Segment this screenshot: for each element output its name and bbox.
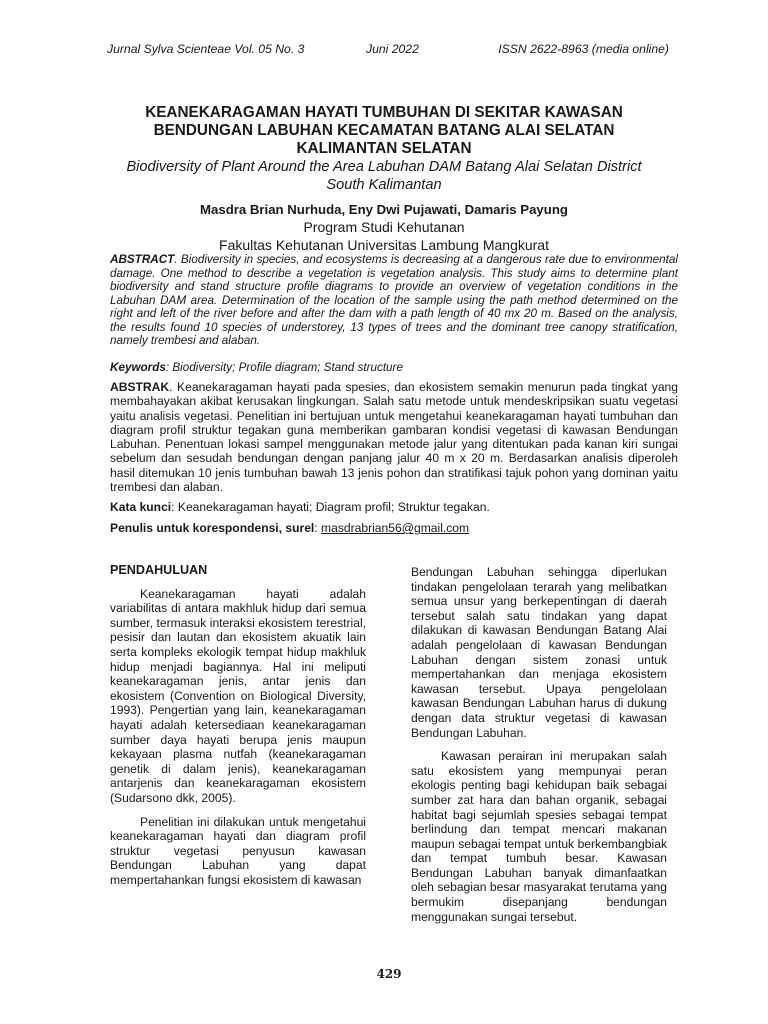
title-en-line-1: Biodiversity of Plant Around the Area Labuhan DAM Batang Alai Selatan District (126, 159, 642, 175)
abstract-text: . Biodiversity in species, and ecosystems is decreasing at a dangerous rate due to environmental damage. One method to describe a vegetation is vegetation analysis. This study aims to determine plant biodiversity and stand structure profile diagrams to provide an overview of vegetation conditions in the Labuhan DAM area. Determination of the location of the sample using the path method determined on the right and left of the river before and after the dam with a path length of 40 mx 20 m. Based on the analysis, the results found 10 species of understorey, 13 types of trees and the dominant tree canopy stratification, namely trembesi and alaban. (110, 253, 678, 347)
issn: ISSN 2622-8963 (media online) (498, 42, 669, 56)
kata-kunci-label: Kata kunci (110, 500, 172, 514)
correspondence-separator: : (314, 521, 322, 535)
authors: Masdra Brian Nurhuda, Eny Dwi Pujawati, Damaris Payung (200, 202, 568, 217)
keywords (110, 361, 678, 375)
abstrak-label: ABSTRAK (110, 380, 170, 394)
intro-paragraph-1: Keanekaragaman hayati adalah variabilitas di antara makhluk hidup dari semua sumber, termasuk interaksi ekosistem terestrial, pesisir dan lautan dan ekosistem akuatik lain serta kompleks ekologik tempat hidup makhluk hidup menjadi bagiannya. Hal ini meliputi keanekaragaman jenis, antar jenis dan ekosistem (Convention on Biological Diversity, 1993). Pengertian yang lain, keanekaragaman hayati adalah ketersediaan keanekaragaman sumber daya hayati berupa jenis maupun kekayaan plasma nutfah (keanekaragaman genetik di dalam jenis), keanekaragaman antarjenis dan keanekaragaman ekosistem (Sudarsono dkk, 2005). (110, 586, 366, 805)
correspondence-email-link[interactable]: masdrabrian56@gmail.com (321, 521, 470, 535)
title-english (100, 159, 668, 194)
correspondence-label: Penulis untuk korespondensi, surel (110, 521, 315, 535)
kata-kunci-text: : Keanekaragaman hayati; Diagram profil; Struktur tegakan. (171, 500, 490, 514)
abstract-label: ABSTRACT (110, 253, 175, 266)
intro-paragraph-2: Penelitian ini dilakukan untuk mengetahui keanekaragaman hayati dan diagram profil struktur vegetasi penyusun kawasan Bendungan Labuhan yang dapat mempertahankan fungsi ekosistem di kawasan (110, 814, 366, 887)
affiliation-faculty: Fakultas Kehutanan Universitas Lambung Mangkurat (219, 237, 549, 253)
abstract-indonesian (110, 380, 678, 494)
intro-paragraph-3: Bendungan Labuhan sehingga diperlukan tindakan pengelolaan terarah yang melibatkan semua unsur yang berkepentingan di daerah tersebut salah satu tindakan yang dapat dilakukan di kawasan Bendungan Batang Alai adalah pengelolaan di kawasan Bendungan Labuhan dengan sistem zonasi untuk mempertahankan dan menjaga ekosistem kawasan tersebut. Upaya pengelolaan kawasan Bendungan Labuhan harus di dukung dengan data struktur vegetasi di kawasan Bendungan Labuhan. (411, 565, 667, 740)
intro-paragraph-4: Kawasan perairan ini merupakan salah satu ekosistem yang mempunyai peran ekologis penting bagi kehidupan baik sebagai sumber zat hara dan bahan organik, sebagai habitat bagi sejumlah spesies sebagai tempat berlindung dan tempat mencari makanan maupun sebagai tempat untuk berkembangbiak dan tempat tumbuh besar. Kawasan Bendungan Labuhan banyak dimanfaatkan oleh sebagian besar masyarakat terutama yang bermukim disepanjang bendungan menggunakan sungai tersebut. (411, 749, 667, 924)
abstract-english (110, 253, 678, 348)
abstrak-text: . Keanekaragaman hayati pada spesies, dan ekosistem semakin menurun pada tingkat yang membahayakan akibat kerusakan lingkungan. Salah satu metode untuk mendeskripsikan suatu vegetasi yaitu analisis vegetasi. Penelitian ini bertujuan untuk mengetahui keanekaragaman hayati tumbuhan dan diagram profil struktur tegakan guna memberikan gambaran kondisi vegetasi di kawasan Bendungan Labuhan. Penentuan lokasi sampel menggunakan metode jalur yang ditentukan pada kanan kiri sungai sebelum dan sesudah bendungan dengan panjang jalur 40 m x 20 m. Berdasarkan analisis diperoleh hasil ditemukan 10 jenis tumbuhan bawah 13 jenis pohon dan stratifikasi tajuk pohon yang dominan yaitu trembesi dan alaban. (110, 380, 678, 495)
affiliation-program: Program Studi Kehutanan (303, 219, 465, 235)
correspondence (110, 522, 678, 536)
page-number: 429 (376, 967, 402, 981)
journal-name: Jurnal Sylva Scienteae Vol. 05 No. 3 (107, 42, 305, 56)
title-block (100, 104, 668, 254)
kata-kunci (110, 501, 678, 515)
title-id-line-2: BENDUNGAN LABUHAN KECAMATAN BATANG ALAI SELATAN (153, 122, 615, 139)
issue-date: Juni 2022 (366, 42, 419, 56)
title-en-line-2: South Kalimantan (326, 176, 442, 193)
column-left (110, 563, 366, 896)
title-indonesian (100, 104, 668, 158)
keywords-text: : Biodiversity; Profile diagram; Stand structure (165, 361, 403, 374)
keywords-label: Keywords (110, 361, 166, 374)
running-header (107, 42, 669, 58)
title-id-line-3: KALIMANTAN SELATAN (296, 140, 472, 157)
column-right (411, 565, 667, 933)
title-id-line-1: KEANEKARAGAMAN HAYATI TUMBUHAN DI SEKITAR KAWASAN (145, 104, 623, 121)
section-heading-pendahuluan: PENDAHULUAN (110, 563, 208, 577)
